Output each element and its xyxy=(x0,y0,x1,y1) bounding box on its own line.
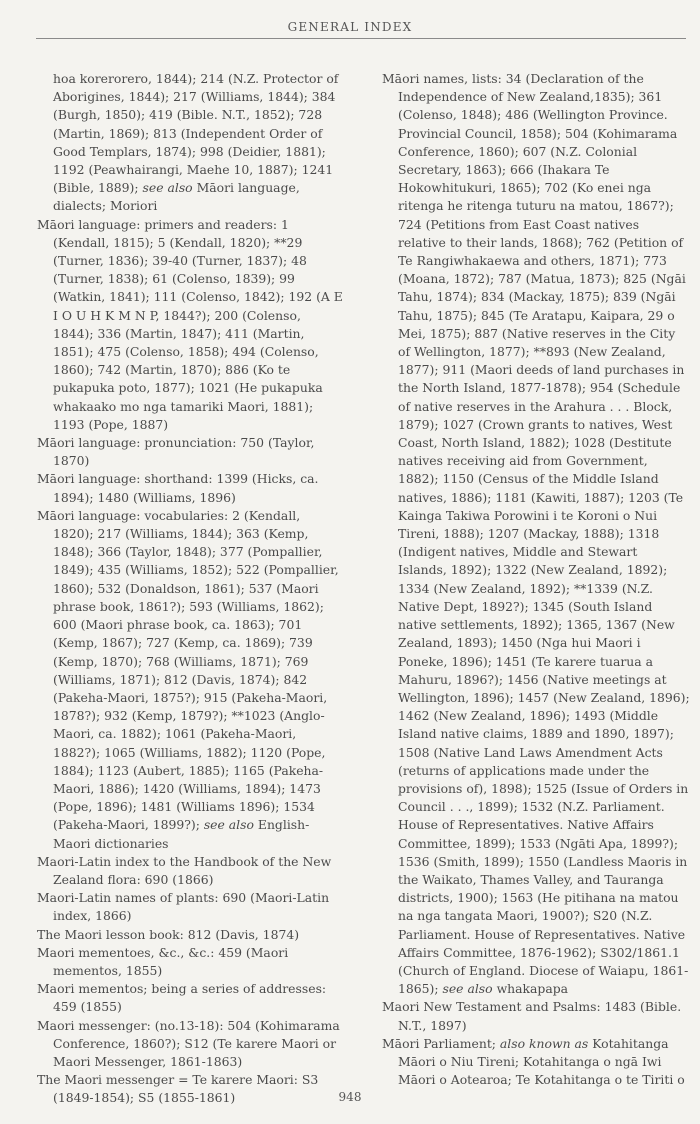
page-number: 948 xyxy=(338,1090,362,1104)
entry-text: The Maori messenger = Te karere Maori: S3 (1849-1854); S5 (1855-1861) xyxy=(37,1072,319,1106)
entry-text: Maori-Latin index to the Handbook of the New Zealand flora: 690 (1866) xyxy=(37,853,332,887)
entry-text: Māori Parliament; xyxy=(382,1035,500,1051)
entry-cross-reference: also known as xyxy=(499,1035,589,1051)
entry-text: Maori-Latin names of plants: 690 (Maori-Latin index, 1866) xyxy=(37,890,330,924)
entry-text: Māori language: shorthand: 1399 (Hicks, ca. 1894); 1480 (Williams, 1896) xyxy=(37,471,319,505)
index-entry xyxy=(37,889,343,925)
index-entry xyxy=(37,216,343,434)
entry-cross-reference: see also xyxy=(203,817,254,833)
entry-text: English-Maori dictionaries xyxy=(53,817,310,851)
entry-text: Māori language: primers and readers: 1 (Kendall, 1815); 5 (Kendall, 1820); **29 (Turner, 1836); 39-40 (Turner, 1837); 48 (Turner, 1838); 61 (Colenso, 1839); 99 (Watkin, 1841); 111 (Colenso, 1842); 192 (A E I O U H K M N P, 1844?); 200 (Colenso, 1844); 336 (Martin, 1847); 411 (Martin, 1851); 475 (Colenso, 1858); 494 (Colenso, 1860); 742 (Martin, 1870); 886 (Ko te pukapuka poto, 1877); 1021 (He pukapuka whakaako mo nga tamariki Maori, 1881); 1193 (Pope, 1887) xyxy=(37,216,343,432)
entry-text: Kotahitanga Māori o Niu Tireni; Kotahitanga o ngā Iwi Māori o Aotearoa; Te Kotahitanga o te Tiriti o xyxy=(398,1035,685,1088)
entry-text: hoa korerorero, 1844); 214 (N.Z. Protector of Aborigines, 1844); 217 (Williams, 1844); 384 (Burgh, 1850); 419 (Bible. N.T., 1852); 728 (Martin, 1869); 813 (Independent Order of Good Templars, 1874); 998 (Deidier, 1881); 1192 (Peawhairangi, Maehe 10, 1887); 1241 (Bible, 1889); xyxy=(53,71,339,196)
index-entry xyxy=(37,70,343,216)
entry-text: whakapapa xyxy=(492,981,569,997)
entry-text: Maori mementoes, &c., &c.: 459 (Maori mementos, 1855) xyxy=(37,944,289,978)
index-entry xyxy=(382,998,690,1034)
index-entry xyxy=(37,926,343,944)
entry-text: Māori language: vocabularies: 2 (Kendall, 1820); 217 (Williams, 1844); 363 (Kemp, 1848); 366 (Taylor, 1848); 377 (Pompallier, 1849); 435 (Williams, 1852); 522 (Pompallier, 1860); 532 (Donaldson, 1861); 537 (Maori phrase book, 1861?); 593 (Williams, 1862); 600 (Maori phrase book, ca. 1863); 701 (Kemp, 1867); 727 (Kemp, ca. 1869); 739 (Kemp, 1870); 768 (Williams, 1871); 769 (Williams, 1871); 812 (Davis, 1874); 842 (Pakeha-Maori, 1875?); 915 (Pakeha-Maori, 1878?); 932 (Kemp, 1879?); **1023 (Anglo-Maori, ca. 1882); 1061 (Pakeha-Maori, 1882?); 1065 (Williams, 1882); 1120 (Pope, 1884); 1123 (Aubert, 1885); 1165 (Pakeha-Maori, 1886); 1420 (Williams, 1894); 1473 (Pope, 1896); 1481 (Williams 1896); 1534 (Pakeha-Maori, 1899?); xyxy=(37,507,339,833)
entry-text: The Maori lesson book: 812 (Davis, 1874) xyxy=(37,926,300,942)
entry-text: Maori messenger: (no.13-18): 504 (Kohimarama Conference, 1860?); S12 (Te karere Maori or Maori Messenger, 1861-1863) xyxy=(37,1017,340,1069)
entry-text: Māori names, lists: 34 (Declaration of the Independence of New Zealand,1835); 361 (Colenso, 1848); 486 (Wellington Province. Provincial Council, 1858); 504 (Kohimarama Conference, 1860); 607 (N.Z. Colonial Secretary, 1863); 666 (Ihakara Te Hokowhitukuri, 1865); 702 (Ko enei nga ritenga he ritenga tuturu na matou, 1867?); 724 (Petitions from East Coast natives relative to their lands, 1868); 762 (Petition of Te Rangiwhakaewa and others, 1871); 773 (Moana, 1872); 787 (Matua, 1873); 825 (Ngāi Tahu, 1874); 834 (Mackay, 1875); 839 (Ngāi Tahu, 1875); 845 (Te Aratapu, Kaipara, 29 o Mei, 1875); 887 (Native reserves in the City of Wellington, 1877); **893 (New Zealand, 1877); 911 (Maori deeds of land purchases in the North Island, 1877-1878); 954 (Schedule of native reserves in the Arahura . . . Block, 1879); 1027 (Crown grants to natives, West Coast, North Island, 1882); 1028 (Destitute natives receiving aid from Government, 1882); 1150 (Census of the Middle Island natives, 1886); 1181 (Kawiti, 1887); 1203 (Te Kainga Takiwa Porowini i te Koroni o Nui Tireni, 1888); 1207 (Mackay, 1888); 1318 (Indigent natives, Middle and Stewart Islands, 1892); 1322 (New Zealand, 1892); 1334 (New Zealand, 1892); **1339 (N.Z. Native Dept, 1892?); 1345 (South Island native settlements, 1892); 1365, 1367 (New Zealand, 1893); 1450 (Nga hui Maori i Poneke, 1896); 1451 (Te karere tuarua a Mahuru, 1896?); 1456 (Native meetings at Wellington, 1896); 1457 (New Zealand, 1896); 1462 (New Zealand, 1896); 1493 (Middle Island native claims, 1889 and 1890, 1897); 1508 (Native Land Laws Amendment Acts (returns of applications made under the provisions of), 1898); 1525 (Issue of Orders in Council . . ., 1899); 1532 (N.Z. Parliament. House of Representatives. Native Affairs Committee, 1899); 1533 (Ngāti Apa, 1899?); 1536 (Smith, 1899); 1550 (Landless Maoris in the Waikato, Thames Valley, and Tauranga districts, 1900); 1563 (He pitihana na matou na nga tangata Maori, 1900?); S20 (N.Z. Parliament. House of Representatives. Native Affairs Committee, 1876-1962); S302/1861.1 (Church of England. Diocese of Waiapu, 1861-1865); xyxy=(382,71,690,997)
entry-text: Maori New Testament and Psalms: 1483 (Bible. N.T., 1897) xyxy=(382,999,682,1033)
index-entry xyxy=(37,853,343,889)
index-entry xyxy=(382,70,690,998)
index-entry xyxy=(37,944,343,980)
index-entry xyxy=(37,434,343,470)
entry-text: Maori mementos; being a series of addresses: 459 (1855) xyxy=(37,981,327,1015)
entry-text: Māori language: pronunciation: 750 (Taylor, 1870) xyxy=(37,435,315,469)
running-head: GENERAL INDEX xyxy=(287,20,413,34)
index-column-left xyxy=(37,70,343,1108)
entry-cross-reference: see also xyxy=(142,180,193,196)
index-column-right xyxy=(382,70,690,1089)
index-entry xyxy=(382,1035,690,1090)
index-entry xyxy=(37,980,343,1016)
entry-cross-reference: see also xyxy=(442,981,493,997)
index-entry xyxy=(37,470,343,506)
index-entry xyxy=(37,507,343,853)
header-rule xyxy=(36,38,686,39)
entry-text: Māori language, dialects; Moriori xyxy=(53,180,300,214)
index-entry xyxy=(37,1017,343,1072)
